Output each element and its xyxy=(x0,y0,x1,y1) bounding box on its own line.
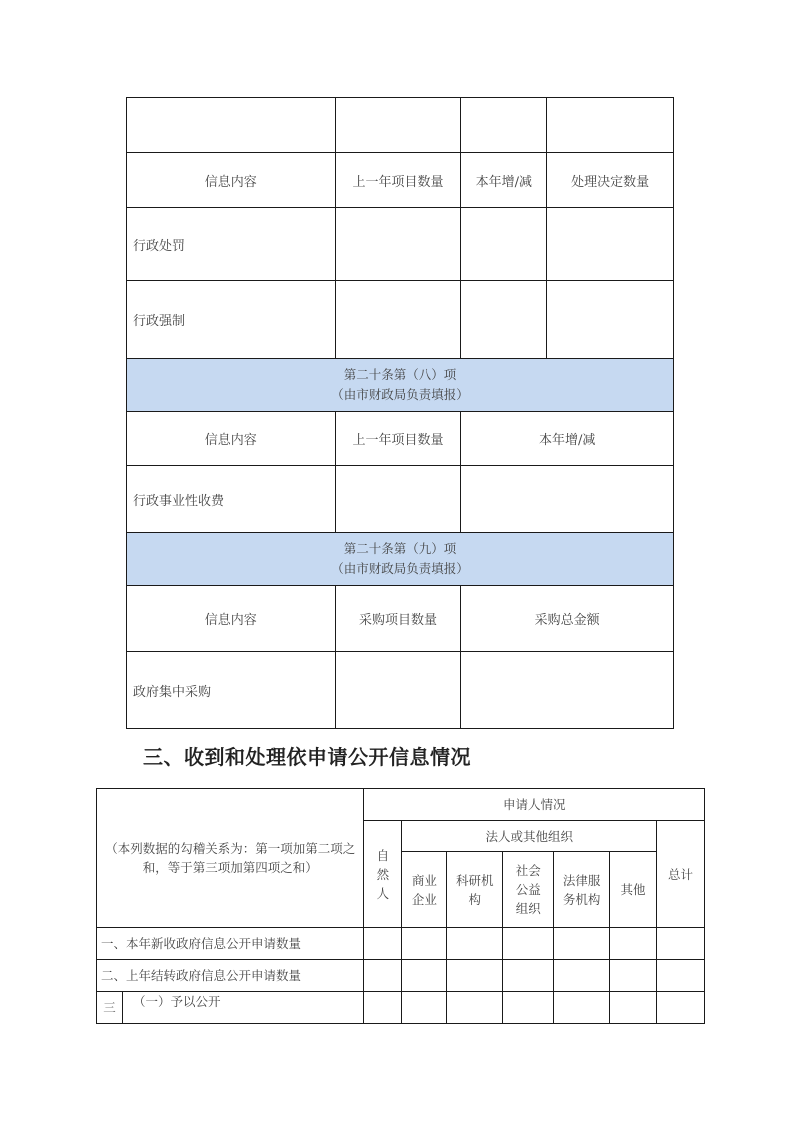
cell[interactable] xyxy=(447,992,503,1024)
cell[interactable] xyxy=(364,960,402,992)
cell[interactable] xyxy=(657,960,705,992)
cell[interactable] xyxy=(547,208,674,281)
cell[interactable] xyxy=(554,960,610,992)
cell[interactable] xyxy=(503,960,554,992)
cell[interactable] xyxy=(554,992,610,1024)
application-table xyxy=(96,788,705,1024)
header-row xyxy=(127,412,674,466)
header-row xyxy=(127,586,674,652)
cell[interactable] xyxy=(503,928,554,960)
total-header: 总计 xyxy=(657,821,705,928)
sub-header-other: 其他 xyxy=(610,852,657,928)
section-title: 第二十条第（九）项 xyxy=(343,541,457,556)
table-row xyxy=(127,466,674,533)
cell[interactable] xyxy=(335,466,461,533)
cell[interactable] xyxy=(461,98,547,153)
table-row xyxy=(97,928,705,960)
header-row xyxy=(127,153,674,208)
cell[interactable] xyxy=(610,928,657,960)
cell[interactable] xyxy=(402,928,447,960)
cell[interactable] xyxy=(547,98,674,153)
row-label: 行政处罚 xyxy=(127,208,336,281)
cell[interactable] xyxy=(335,281,461,359)
disclosure-table xyxy=(126,97,674,729)
table-row xyxy=(97,992,705,1024)
header-info-content: 信息内容 xyxy=(127,412,336,466)
cell[interactable] xyxy=(461,466,674,533)
cell[interactable] xyxy=(503,992,554,1024)
cell[interactable] xyxy=(461,652,674,729)
header-prev-year-count: 上一年项目数量 xyxy=(335,153,461,208)
cell[interactable] xyxy=(447,960,503,992)
cell[interactable] xyxy=(554,928,610,960)
sub-header-legal-services: 法律服务机构 xyxy=(554,852,610,928)
section-band-8 xyxy=(127,359,674,412)
natural-person-header: 自然人 xyxy=(364,821,402,928)
sub-header-public-welfare: 社会公益组织 xyxy=(503,852,554,928)
cell[interactable] xyxy=(335,208,461,281)
row-prefix: 三 xyxy=(97,992,123,1024)
header-prev-year-count: 上一年项目数量 xyxy=(335,412,461,466)
blank-row xyxy=(127,98,674,153)
applicant-header: 申请人情况 xyxy=(364,789,705,821)
row-label: 二、上年结转政府信息公开申请数量 xyxy=(97,960,364,992)
cell[interactable] xyxy=(364,992,402,1024)
cell[interactable] xyxy=(364,928,402,960)
section-band-9 xyxy=(127,533,674,586)
cell[interactable] xyxy=(402,960,447,992)
cell[interactable] xyxy=(335,98,461,153)
header-purchase-amount: 采购总金额 xyxy=(461,586,674,652)
row-label: 行政强制 xyxy=(127,281,336,359)
legal-org-header: 法人或其他组织 xyxy=(402,821,657,852)
row-label: 行政事业性收费 xyxy=(127,466,336,533)
cell[interactable] xyxy=(657,992,705,1024)
cell[interactable] xyxy=(610,960,657,992)
cell[interactable] xyxy=(657,928,705,960)
header-purchase-count: 采购项目数量 xyxy=(335,586,461,652)
header-change: 本年增/减 xyxy=(461,412,674,466)
row-label: 一、本年新收政府信息公开申请数量 xyxy=(97,928,364,960)
cell[interactable] xyxy=(402,992,447,1024)
row-label: 政府集中采购 xyxy=(127,652,336,729)
row-label: （一）予以公开 xyxy=(122,992,363,1024)
header-decision-count: 处理决定数量 xyxy=(547,153,674,208)
cell[interactable] xyxy=(127,98,336,153)
cell[interactable] xyxy=(461,208,547,281)
header-info-content: 信息内容 xyxy=(127,586,336,652)
section-heading: 三、收到和处理依申请公开信息情况 xyxy=(143,745,471,769)
cell[interactable] xyxy=(335,652,461,729)
table-row xyxy=(97,960,705,992)
cell[interactable] xyxy=(610,992,657,1024)
table-row xyxy=(127,652,674,729)
header-change: 本年增/减 xyxy=(461,153,547,208)
cell[interactable] xyxy=(547,281,674,359)
table-row xyxy=(127,208,674,281)
note-cell: （本列数据的勾稽关系为：第一项加第二项之和，等于第三项加第四项之和） xyxy=(97,789,364,928)
cell[interactable] xyxy=(447,928,503,960)
sub-header-research: 科研机构 xyxy=(447,852,503,928)
table-row xyxy=(127,281,674,359)
section-title: 第二十条第（八）项 xyxy=(343,367,457,382)
header-info-content: 信息内容 xyxy=(127,153,336,208)
cell[interactable] xyxy=(461,281,547,359)
sub-header-business: 商业企业 xyxy=(402,852,447,928)
section-subtitle: （由市财政局负责填报） xyxy=(331,561,469,576)
section-subtitle: （由市财政局负责填报） xyxy=(331,387,469,402)
